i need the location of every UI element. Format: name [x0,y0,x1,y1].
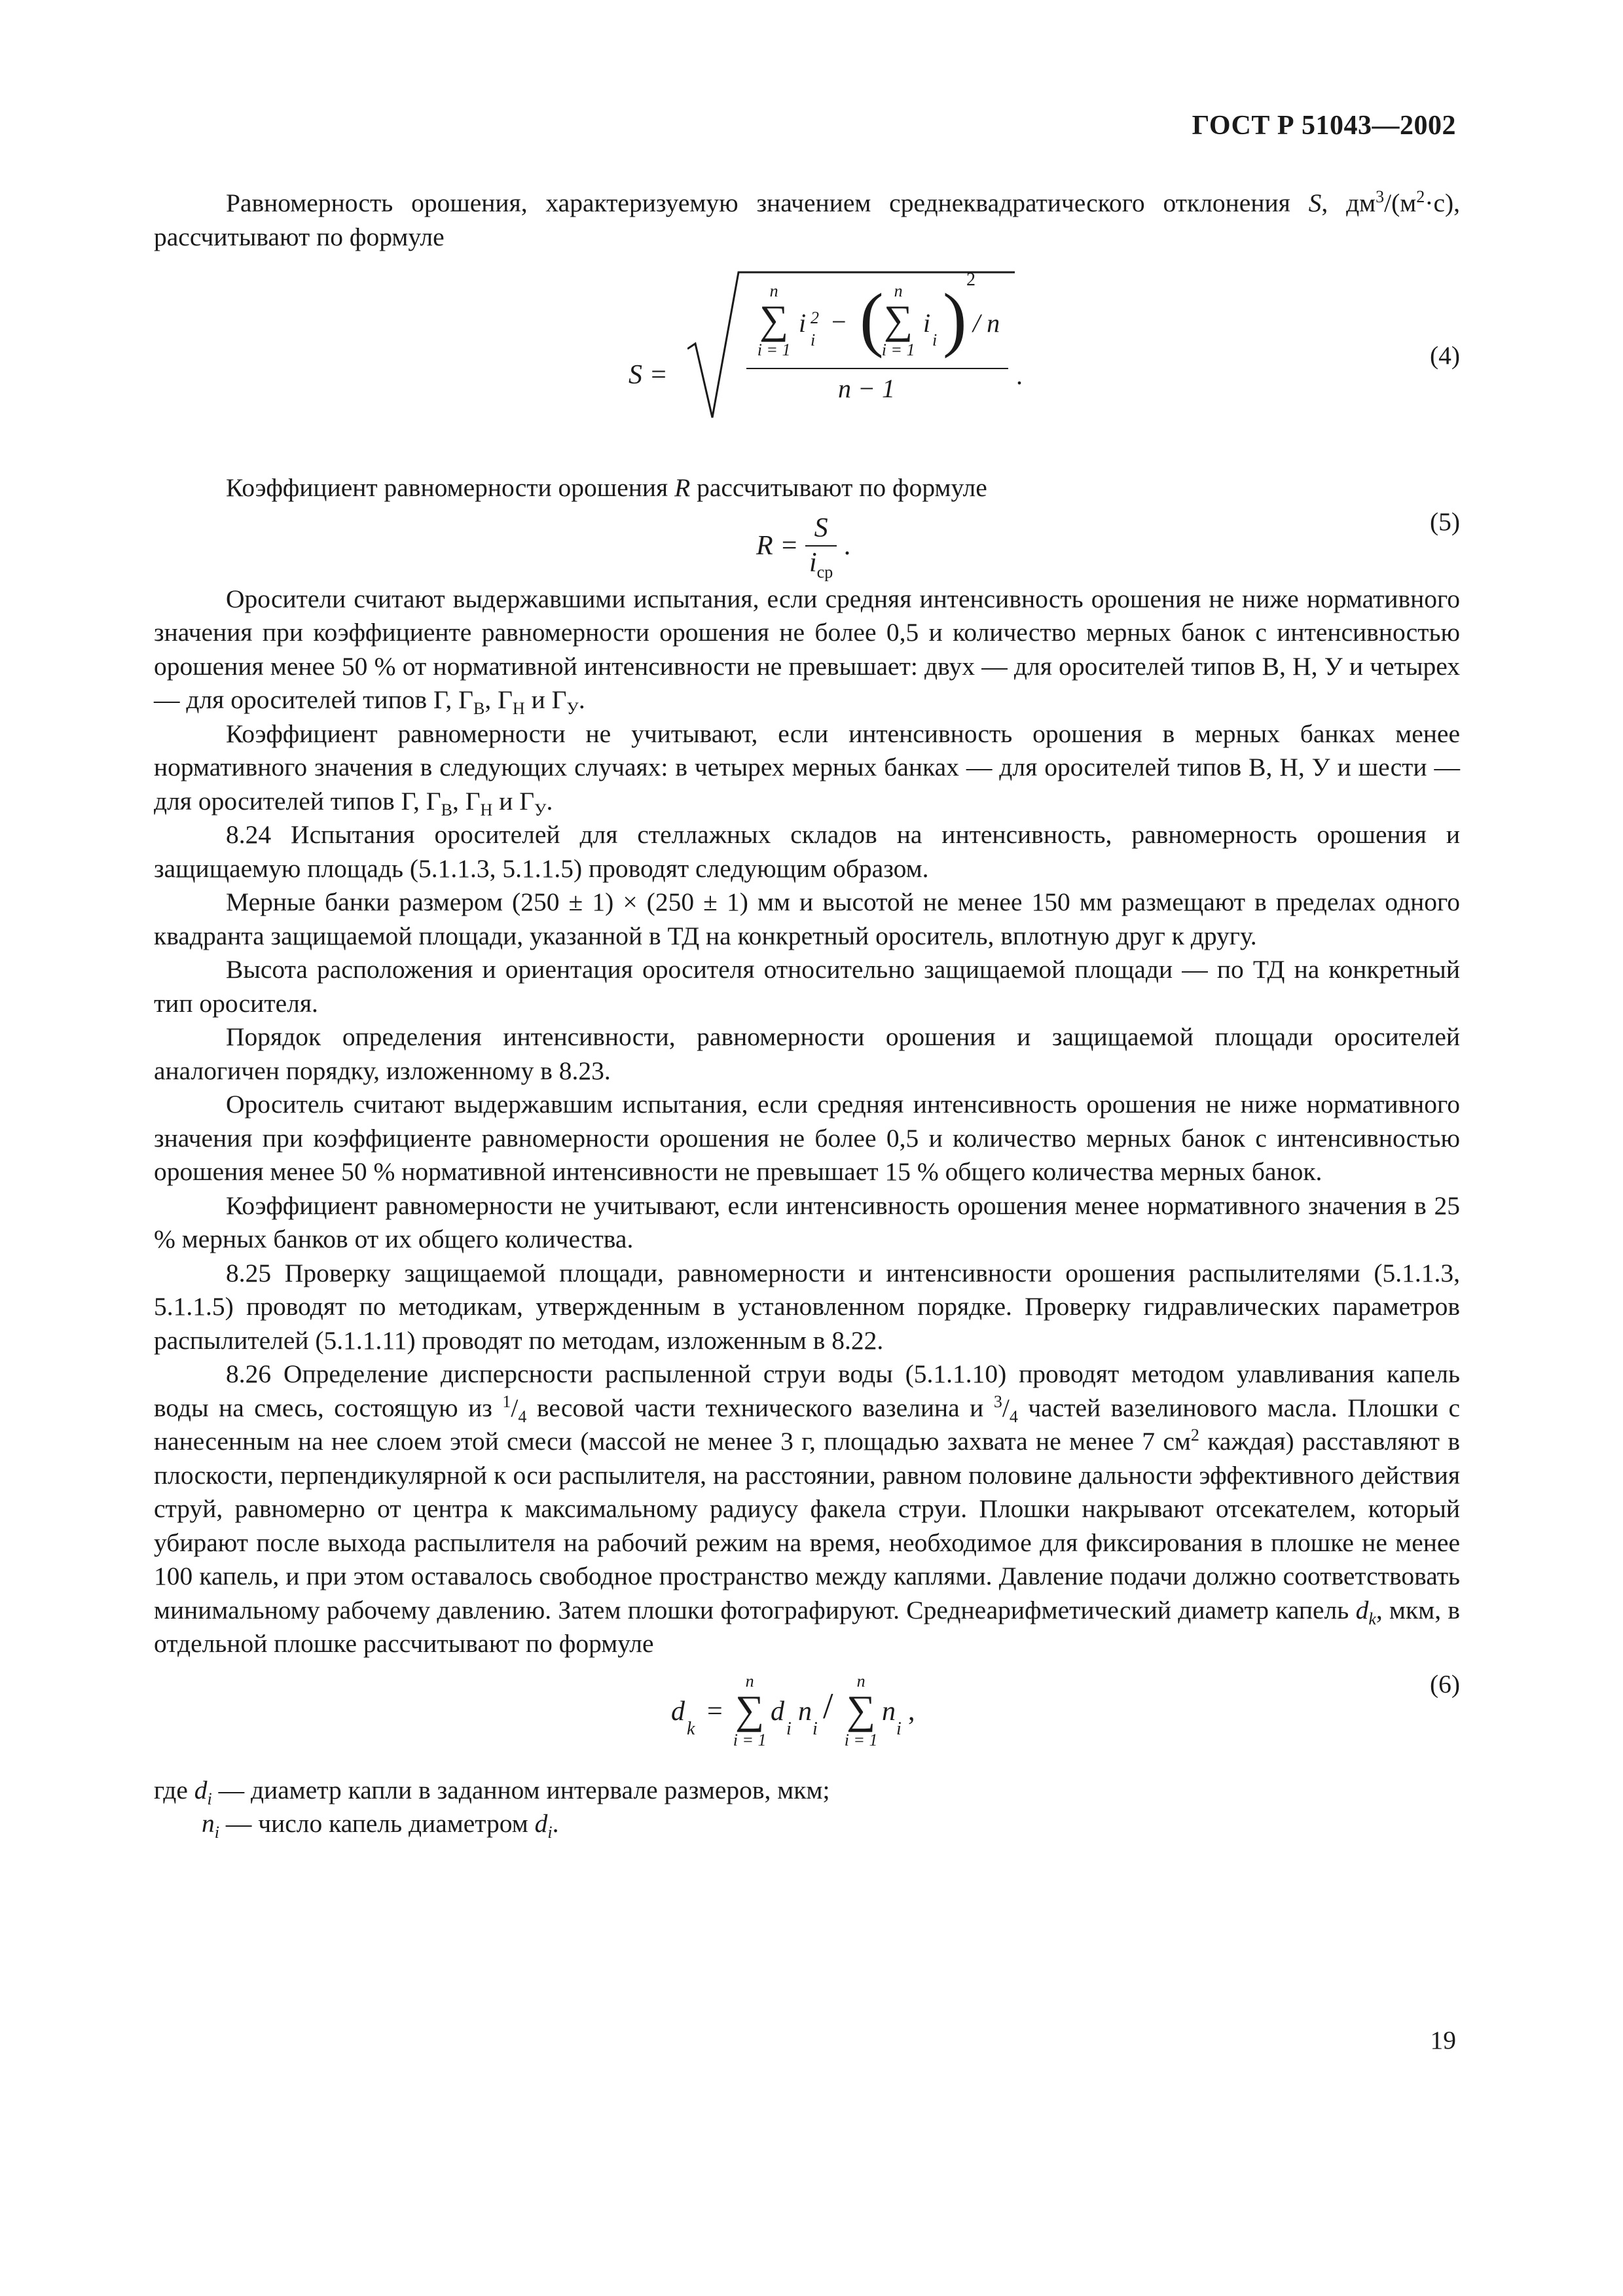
paragraph-R: Коэффициент равномерности орошения R рассчитывают по формуле [226,473,987,502]
paragraph-4: Мерные банки размером (250 ± 1) × (250 ± 1) мм и высотой не менее 150 мм размещают в пределах одного квадранта защищаемой площади, указанной в ТД на конкретный ороситель, вплотную друг к другу. [154,888,1460,950]
where-n: $n_i$ — число капель диаметром $d_i$. [202,1809,559,1842]
equation-number-5: (5) [1429,507,1460,536]
paragraph-3: 8.24 Испытания оросителей для стеллажных складов на интенсивность, равномерность орошения и защищаемую площадь (5.1.1.3, 5.1.1.5) проводят следующим образом. [154,820,1460,883]
paragraph-6: Порядок определения интенсивности, равномерности орошения и защищаемой площади оросителей аналогичен порядку, изложенному в 8.23. [154,1022,1460,1085]
sum-symbol-6a: ∑ n i = 1 [733,1671,767,1749]
formula-5: R = $\frac{S}{i_{ср}}$ . (5) [154,505,1460,577]
equation-number-6: (6) [1429,1669,1460,1698]
sum-symbol-6b: ∑ n i = 1 [844,1671,878,1749]
where-d: где $d_i$ — диаметр капли в заданном интервале размеров, мкм; [154,1775,830,1808]
paragraph-8: Коэффициент равномерности не учитывают, если интенсивность орошения менее нормативного значения в 25 % мерных банков от их общего количества. [154,1191,1460,1253]
document-body [154,187,1460,1841]
paragraph-5: Высота расположения и ориентация оросителя относительно защищаемой площади — по ТД на конкретный тип оросителя. [154,955,1460,1018]
inner-sum-symbol: ∑ n i = 1 [881,281,915,359]
page-header: ГОСТ Р 51043—2002 [1192,111,1456,141]
paragraph-1: Оросители считают выдержавшими испытания, если средняя интенсивность орошения не ниже нормативного значения при коэффициенте равномерности орошения не более 0,5 и количество мерных банок с интенсивностью орошения менее 50 % от нормативной интенсивности не превышает: двух — для оросителей типов В, Н, У и четырех — для оросителей типов Г, $Г_В$, $Г_Н$ и $Г_У$. [154,584,1460,718]
where-block [154,1774,1460,1841]
formula-4-fraction-bar [746,368,1008,369]
page-number: 19 [1430,2026,1456,2054]
paragraph-intro: Равномерность орошения, характеризуемую значением среднеквадратического отклонения S, $дм^3/(м^2\cdot с)$, рассчитывают по формуле [154,187,1461,251]
sum-symbol: ∑ n i = 1 [757,281,791,359]
equation-number-4: (4) [1429,341,1460,370]
formula-4-denominator: n − 1 [838,374,895,403]
formula-5-fraction: $\frac{S}{i_{ср}}$ [805,512,837,581]
formula-4: S = ∑ n i = 1 i 2 i − ( ∑ n i = 1 i i ) 2 / n n − 1 . (4) [154,254,1460,450]
formula-4-lhs: S = [629,360,668,390]
paragraph-2: Коэффициент равномерности не учитывают, если интенсивность орошения в мерных банках менее нормативного значения в следующих случаях: в четырех мерных банках — для оросителей типов В, Н, У и шести — для оросителей типов Г, $Г_В$, $Г_Н$ и $Г_У$. [154,719,1460,819]
paragraph-7: Ороситель считают выдержавшим испытания, если средняя интенсивность орошения не ниже нормативного значения при коэффициенте равномерности орошения не более 0,5 и количество мерных банок с интенсивностью орошения менее 50 % нормативной интенсивности не превышает 15 % общего количества мерных банок. [154,1090,1460,1186]
formula-6: d k = ∑ n i = 1 d i n i / ∑ n i = 1 n i , (6) [154,1661,1460,1759]
paragraph-9: 8.25 Проверку защищаемой площади, равномерности и интенсивности орошения распылителями (5.1.1.3, 5.1.1.5) проводят по методикам, утвержденным в установленном порядке. Проверку гидравлических параметров распылителей (5.1.1.11) проводят по методам, изложенным в 8.22. [154,1258,1460,1355]
paragraph-10: 8.26 Определение дисперсности распыленной струи воды (5.1.1.10) проводят методом улавливания капель воды на смесь, состоящую из $^1/_4$ весовой части технического вазелина и $^3/_4$ частей вазелинового масла. Плошки с нанесенным на нее слоем этой смеси (массой не менее 3 г, площадью захвата не менее 7 $см^2$ каждая) расставляют в плоскости, перпендикулярной к оси распылителя, на расстоянии, равном половине дальности эффективного действия струй, равномерно от центра к максимальному радиусу факела струи. Плошки накрывают отсекателем, который убирают после выхода распылителя на рабочий режим на время, необходимое для фиксирования в плошке не менее 100 капель, и при этом оставалось свободное пространство между каплями. Давление подачи должно соответствовать минимальному рабочему давлению. Затем плошки фотографируют. Среднеарифметический диаметр капель $d_k$, мкм, в отдельной плошке рассчитывают по формуле [154,1359,1461,1658]
formula-4-numerator: ∑ n i = 1 i 2 i − ( ∑ n i = 1 i i ) 2 / n [757,270,1000,359]
